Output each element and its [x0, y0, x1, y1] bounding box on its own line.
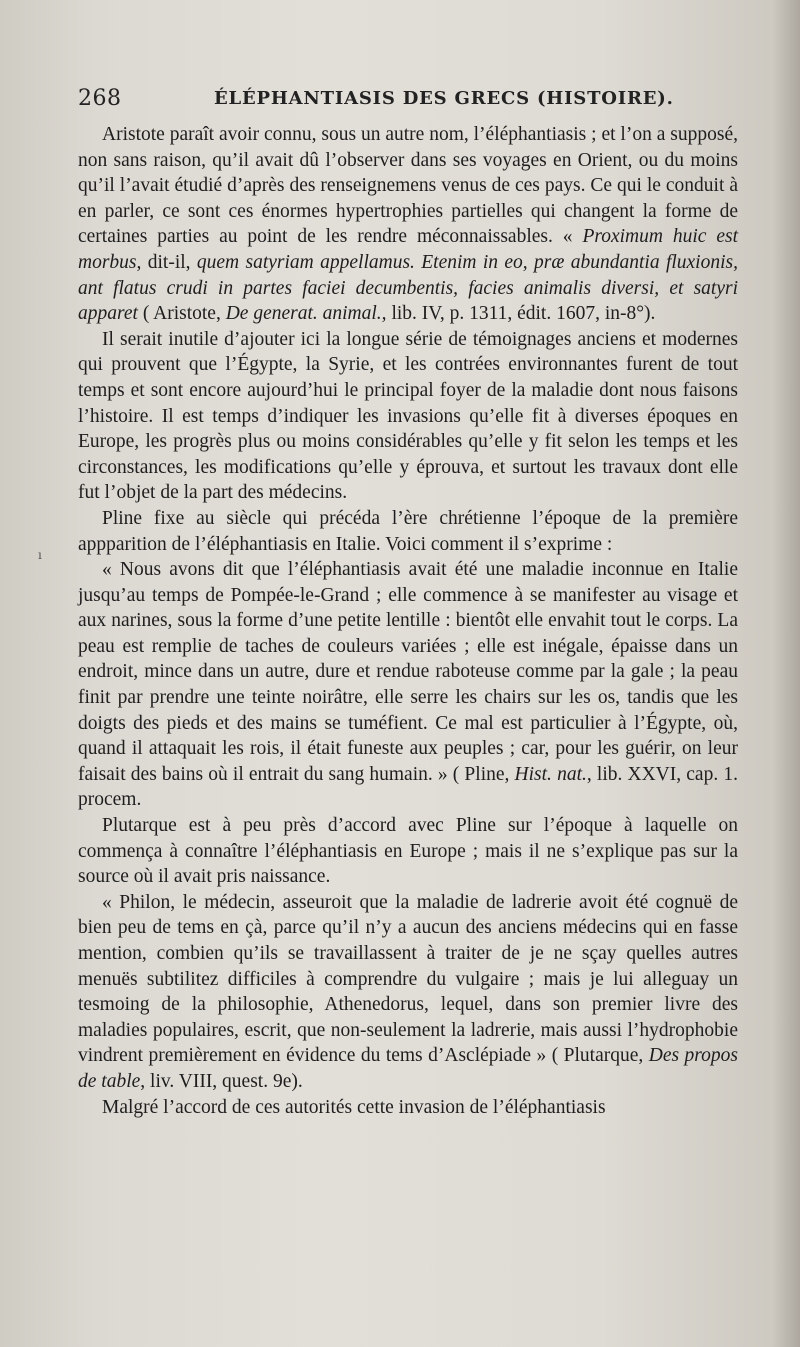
- margin-mark: ı: [38, 548, 42, 562]
- italic-text: De generat. animal.,: [225, 303, 387, 325]
- italic-text: Des propos de table: [78, 1045, 739, 1092]
- text-run: ( Aristote,: [137, 303, 226, 325]
- paragraph: [78, 122, 738, 327]
- page-header: [78, 86, 738, 118]
- text-run: « Philon, le médecin, asseuroit que la maladie de ladrerie avoit été cognuë de bien peu de tems en çà, parce qu’il n’y a aucun des anciens médecins qui en fasse mention, combien qu’ils se travaillassent à traiter de je ne sçay quelles autres menuës subtilitez difficiles à comprendre du vulgaire ; mais je lui alleguay un tesmoing de la philosophie, Athenedorus, lequel, dans son premier livre des maladies populaires, escrit, que non-seulement la ladrerie, mais aussi l’hydrophobie vindrent premièrement en évidence du tems d’Asclépiade » ( Plutarque,: [78, 891, 738, 1067]
- text-run: Plutarque est à peu près d’accord avec Pline sur l’époque à laquelle on commença à connaître l’éléphantiasis en Europe ; mais il ne s’explique pas sur la source où il avait pris naissance.: [78, 815, 738, 888]
- text-run: Aristote paraît avoir connu, sous un autre nom, l’éléphantiasis ; et l’on a supposé, non sans raison, qu’il avait dû l’observer dans ses voyages en Orient, ou du moins qu’il l’avait étudié d’après des renseignemens venus de ces pays. Ce qui le conduit à en parler, ce sont ces énormes hypertrophies partielles qui changent la forme de certaines parties au point de les rendre méconnaissables. «: [78, 124, 738, 248]
- page-edge-shadow: [772, 0, 800, 1347]
- italic-text: quem satyriam appellamus. Etenim in eo, præ abundantia fluxionis, ant flatus crudi in partes faciei decumbentis, facies animalis diversi, et satyri apparet: [78, 251, 738, 325]
- italic-text: Proximum huic est morbus: [78, 226, 738, 273]
- text-run: Pline fixe au siècle qui précéda l’ère chrétienne l’époque de la première appparition de l’éléphantiasis en Italie. Voici comment il s’exprime :: [78, 507, 738, 555]
- running-title: ÉLÉPHANTIASIS DES GRECS (HISTOIRE).: [214, 88, 674, 109]
- text-run: « Nous avons dit que l’éléphantiasis avait été une maladie inconnue en Italie jusqu’au temps de Pompée-le-Grand ; elle commence à se manifester au visage et aux narines, sous la forme d’une petite lentille : bientôt elle envahit tout le corps. La peau est remplie de taches de couleurs variées ; elle est inégale, épaisse dans un endroit, mince dans un autre, dure et rendue raboteuse comme par la gale ; la peau finit par prendre une teinte noirâtre, elle serre les chairs sur les os, tandis que les doigts des pieds et des mains se tuméfient. Ce mal est particulier à l’Égypte, où, quand il attaquait les rois, il était funeste aux peuples ; car, pour les guérir, on leur faisait des bains où il entrait du sang humain. » ( Pline,: [78, 559, 738, 785]
- page-number: 268: [78, 86, 122, 111]
- text-run: Malgré l’accord de ces autorités cette invasion de l’éléphantiasis: [102, 1096, 606, 1118]
- text-run: Il serait inutile d’ajouter ici la longue série de témoignages anciens et modernes qui prouvent que l’Égypte, la Syrie, et les contrées environnantes furent de tout temps et sont encore aujourd’hui le principal foyer de la maladie dont nous faisons l’histoire. Il est temps d’indiquer les invasions qu’elle fit à diverses époques en Europe, les progrès plus ou moins considérables qu’elle y fit selon les temps et les circonstances, les modifications qu’elle y éprouva, et surtout les travaux dont elle fut l’objet de la part des médecins.: [78, 328, 738, 504]
- paragraph: [78, 506, 738, 557]
- paragraph: [78, 813, 738, 890]
- body-text: [78, 122, 738, 1120]
- text-run: lib. IV, p. 1311, édit. 1607, in-8°).: [386, 303, 656, 325]
- paragraph: [78, 890, 738, 1095]
- text-run: , liv. VIII, quest. 9e).: [140, 1070, 303, 1092]
- paragraph: [78, 1095, 738, 1121]
- text-run: , lib. XXVI, cap. 1. procem.: [78, 763, 738, 811]
- paragraph: [78, 327, 738, 506]
- text-run: , dit-il,: [136, 251, 197, 273]
- paragraph: [78, 557, 738, 813]
- italic-text: Hist. nat.: [514, 763, 587, 785]
